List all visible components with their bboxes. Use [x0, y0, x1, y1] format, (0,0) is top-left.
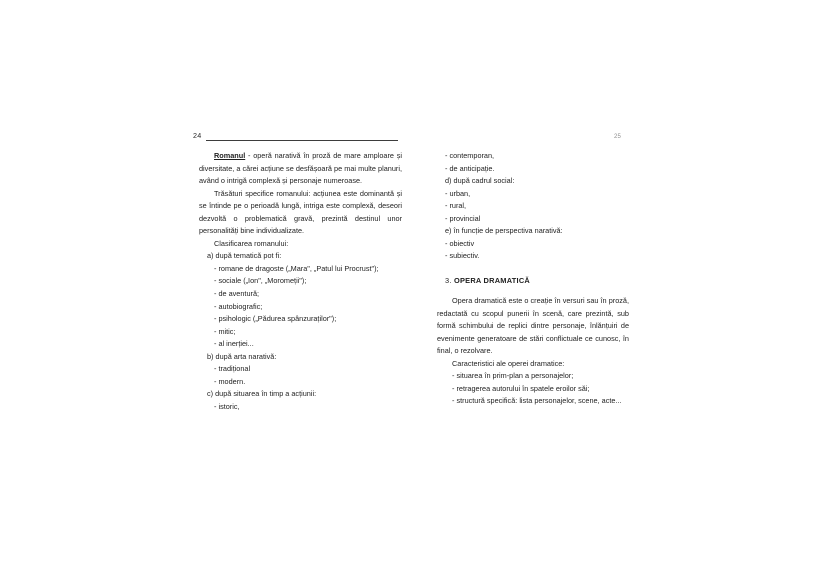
- page-number-left: 24: [193, 131, 202, 140]
- page-number-right: 25: [614, 134, 622, 140]
- term-romanul: Romanul: [214, 151, 246, 160]
- list-item: - situarea în prim-plan a personajelor;: [452, 371, 574, 381]
- list-item: - tradițional: [214, 364, 251, 374]
- list-item: - rural,: [445, 201, 467, 211]
- term-romanul-body: - operă narativă în proză de mare amploare și diversitate, a cărei acțiune se desfășoară pe mai multe planuri, având o intrigă complexă și personaje numeroase.: [199, 151, 402, 186]
- list-item: - romane de dragoste („Mara", „Patul lui Procrust");: [214, 263, 379, 273]
- left-column: [199, 150, 402, 413]
- spacer: [437, 288, 629, 295]
- paragraph-caracteristici: Caracteristici ale operei dramatice:: [452, 358, 565, 368]
- list-item: - retragerea autorului în spatele eroilor săi;: [452, 383, 590, 393]
- list-item: - al inerției...: [214, 339, 254, 349]
- page-header: [193, 131, 629, 145]
- list-item: - de anticipație.: [445, 163, 495, 173]
- paragraph-trasaturi: Trăsături specifice romanului: acțiunea este dominantă și se întinde pe o perioadă lungă, intriga este complexă, deseori dezvoltă o problematică gravă, prezintă destinul unor personalități bine individualizate.: [199, 188, 402, 236]
- list-item: - subiectiv.: [445, 251, 480, 261]
- paragraph-clasificarea: Clasificarea romanului:: [214, 238, 289, 248]
- header-divider: [206, 140, 398, 141]
- list-item: - modern.: [214, 376, 246, 386]
- spacer: [437, 263, 629, 276]
- section-title: OPERA DRAMATICĂ: [453, 276, 530, 286]
- paragraph-opera-definition: Opera dramatică este o creație în versuri sau în proză, redactată cu scopul punerii în scenă, care prezintă, sub formă schimbului de replici dintre personaje, înlănțuiri de evenimente generatoare de stări conflictuale ce cunosc, în final, o rezolvare.: [437, 295, 629, 356]
- list-item: - contemporan,: [445, 151, 495, 160]
- list-item: c) după situarea în timp a acțiunii:: [207, 389, 317, 399]
- list-item: - urban,: [445, 188, 471, 198]
- list-item: - structură specifică: lista personajelor, scene, acte...: [452, 396, 622, 406]
- list-item: - obiectiv: [445, 238, 475, 248]
- list-item: d) după cadrul social:: [445, 176, 515, 186]
- list-item: - provincial: [445, 213, 481, 223]
- list-item: - istoric,: [214, 401, 240, 411]
- paragraph-romanul-definition: [199, 150, 402, 188]
- list-item: - de aventură;: [214, 289, 260, 299]
- list-item: a) după tematică pot fi:: [207, 251, 282, 261]
- list-item: - autobiografic;: [214, 301, 263, 311]
- list-item: e) în funcție de perspectiva narativă:: [445, 226, 563, 236]
- list-item: - sociale („Ion", „Moromeții");: [214, 276, 307, 286]
- list-item: - mitic;: [214, 326, 236, 336]
- list-item: - psihologic („Pădurea spânzuraților");: [214, 314, 337, 324]
- list-item: b) după arta narativă:: [207, 351, 277, 361]
- right-column: [437, 150, 629, 408]
- section-number: 3.: [445, 276, 452, 286]
- section-heading-opera-dramatica: [437, 275, 629, 288]
